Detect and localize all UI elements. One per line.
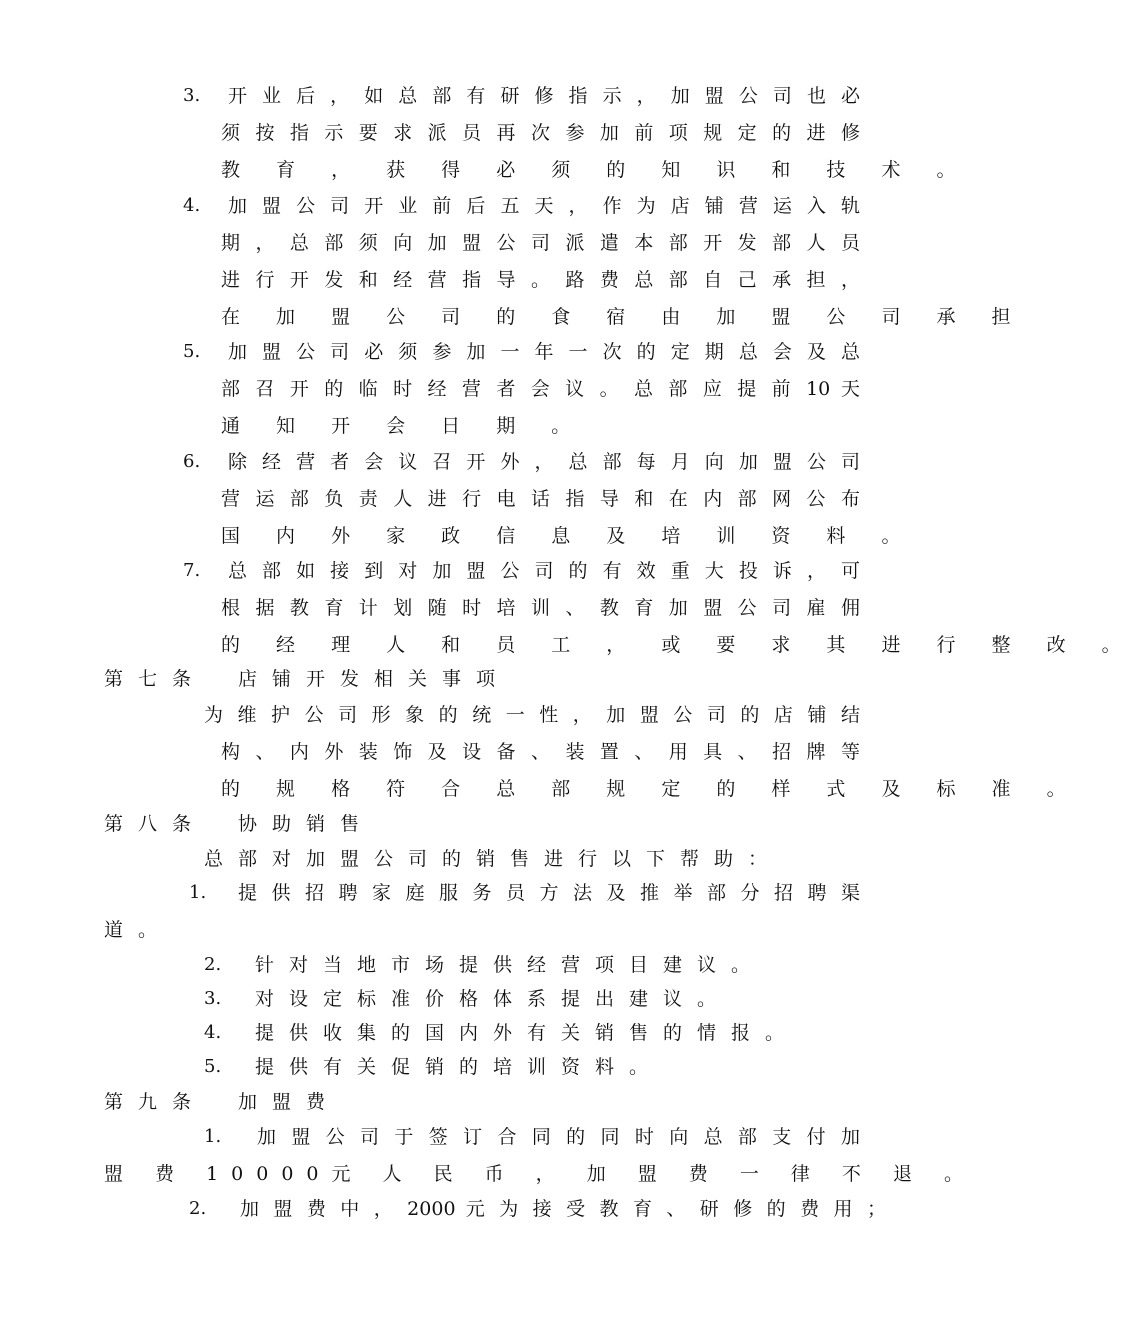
article-9-item-1-line-2: 盟 费 10000元 人 民 币 ， 加 盟 费 一 律 不 退 。 [104, 1163, 976, 1185]
article-8-item-4-text: 提供收集的国内外有关销售的情报。 [255, 1022, 800, 1044]
item-5-line-3: 通 知 开 会 日 期 。 [221, 415, 586, 437]
article-8-heading: 第八条 [104, 813, 207, 835]
item-3-line-1: 开 业 后 ， 如 总 部 有 研 修 指 示 ， 加 盟 公 司 也 必 [228, 85, 860, 107]
article-7-title: 店铺开发相关事项 [238, 668, 511, 690]
article-8-item-5-text: 提供有关促销的培训资料。 [255, 1056, 664, 1078]
item-7-line-3: 的 经 理 人 和 员 工 ， 或 要 求 其 进 行 整 改 。 [221, 634, 1136, 656]
item-3-number: 3. [183, 85, 201, 106]
item-3-line-2: 须 按 指 示 要 求 派 员 再 次 参 加 前 项 规 定 的 进 修 [221, 122, 860, 144]
article-8-item-2-number: 2. [204, 954, 222, 975]
article-9-item-1-line-1: 加 盟 公 司 于 签 订 合 同 的 同 时 向 总 部 支 付 加 [257, 1126, 860, 1148]
article-8-item-1-line-2: 道。 [104, 919, 173, 941]
item-5-line-1: 加 盟 公 司 必 须 参 加 一 年 一 次 的 定 期 总 会 及 总 [228, 341, 860, 363]
item-7-line-1: 总 部 如 接 到 对 加 盟 公 司 的 有 效 重 大 投 诉 ， 可 [228, 560, 860, 582]
article-7-para-line-2: 构 、 内 外 装 饰 及 设 备 、 装 置 、 用 具 、 招 牌 等 [221, 741, 860, 763]
article-7-para-line-3: 的 规 格 符 合 总 部 规 定 的 样 式 及 标 准 。 [221, 778, 1081, 800]
article-8-item-3-number: 3. [204, 988, 222, 1009]
article-9-item-2-number: 2. [189, 1198, 207, 1219]
article-9-title: 加盟费 [238, 1091, 341, 1113]
article-7-heading: 第七条 [104, 668, 207, 690]
article-8-item-1-number: 1. [189, 882, 207, 903]
article-7-para-line-1: 为 维 护 公 司 形 象 的 统 一 性 ， 加 盟 公 司 的 店 铺 结 [204, 704, 860, 726]
article-9-item-1-number: 1. [204, 1126, 222, 1147]
item-7-number: 7. [183, 560, 201, 581]
item-4-line-4: 在 加 盟 公 司 的 食 宿 由 加 盟 公 司 承 担 [221, 306, 1026, 328]
item-4-line-2: 期 ， 总 部 须 向 加 盟 公 司 派 遣 本 部 开 发 部 人 员 [221, 232, 860, 254]
item-5-number: 5. [183, 341, 201, 362]
item-6-line-2: 营 运 部 负 责 人 进 行 电 话 指 导 和 在 内 部 网 公 布 [221, 488, 860, 510]
item-4-number: 4. [183, 195, 201, 216]
item-7-line-2: 根 据 教 育 计 划 随 时 培 训 、 教 育 加 盟 公 司 雇 佣 [221, 597, 860, 619]
article-8-item-2-text: 针对当地市场提供经营项目建议。 [255, 954, 766, 976]
article-8-item-4-number: 4. [204, 1022, 222, 1043]
item-4-line-1: 加 盟 公 司 开 业 前 后 五 天 ， 作 为 店 铺 营 运 入 轨 [228, 195, 860, 217]
item-6-number: 6. [183, 451, 201, 472]
article-8-item-1-line-1: 提 供 招 聘 家 庭 服 务 员 方 法 及 推 举 部 分 招 聘 渠 [238, 882, 860, 904]
item-3-line-3: 教 育 ， 获 得 必 须 的 知 识 和 技 术 。 [221, 159, 971, 181]
item-6-line-1: 除 经 营 者 会 议 召 开 外 ， 总 部 每 月 向 加 盟 公 司 [228, 451, 860, 473]
article-8-title: 协助销售 [238, 813, 375, 835]
article-8-intro: 总部对加盟公司的销售进行以下帮助： [204, 848, 783, 870]
item-6-line-3: 国 内 外 家 政 信 息 及 培 训 资 料 。 [221, 525, 916, 547]
article-8-item-3-text: 对设定标准价格体系提出建议。 [255, 988, 732, 1010]
article-9-heading: 第九条 [104, 1091, 207, 1113]
item-4-line-3: 进 行 开 发 和 经 营 指 导 。 路 费 总 部 自 己 承 担 ， [221, 269, 860, 291]
article-9-item-2-text: 加 盟 费 中 ， 2000 元 为 接 受 教 育 、 研 修 的 费 用 ； [240, 1198, 886, 1220]
item-5-line-2: 部 召 开 的 临 时 经 营 者 会 议 。 总 部 应 提 前 10 天 [221, 378, 860, 400]
article-8-item-5-number: 5. [204, 1056, 222, 1077]
